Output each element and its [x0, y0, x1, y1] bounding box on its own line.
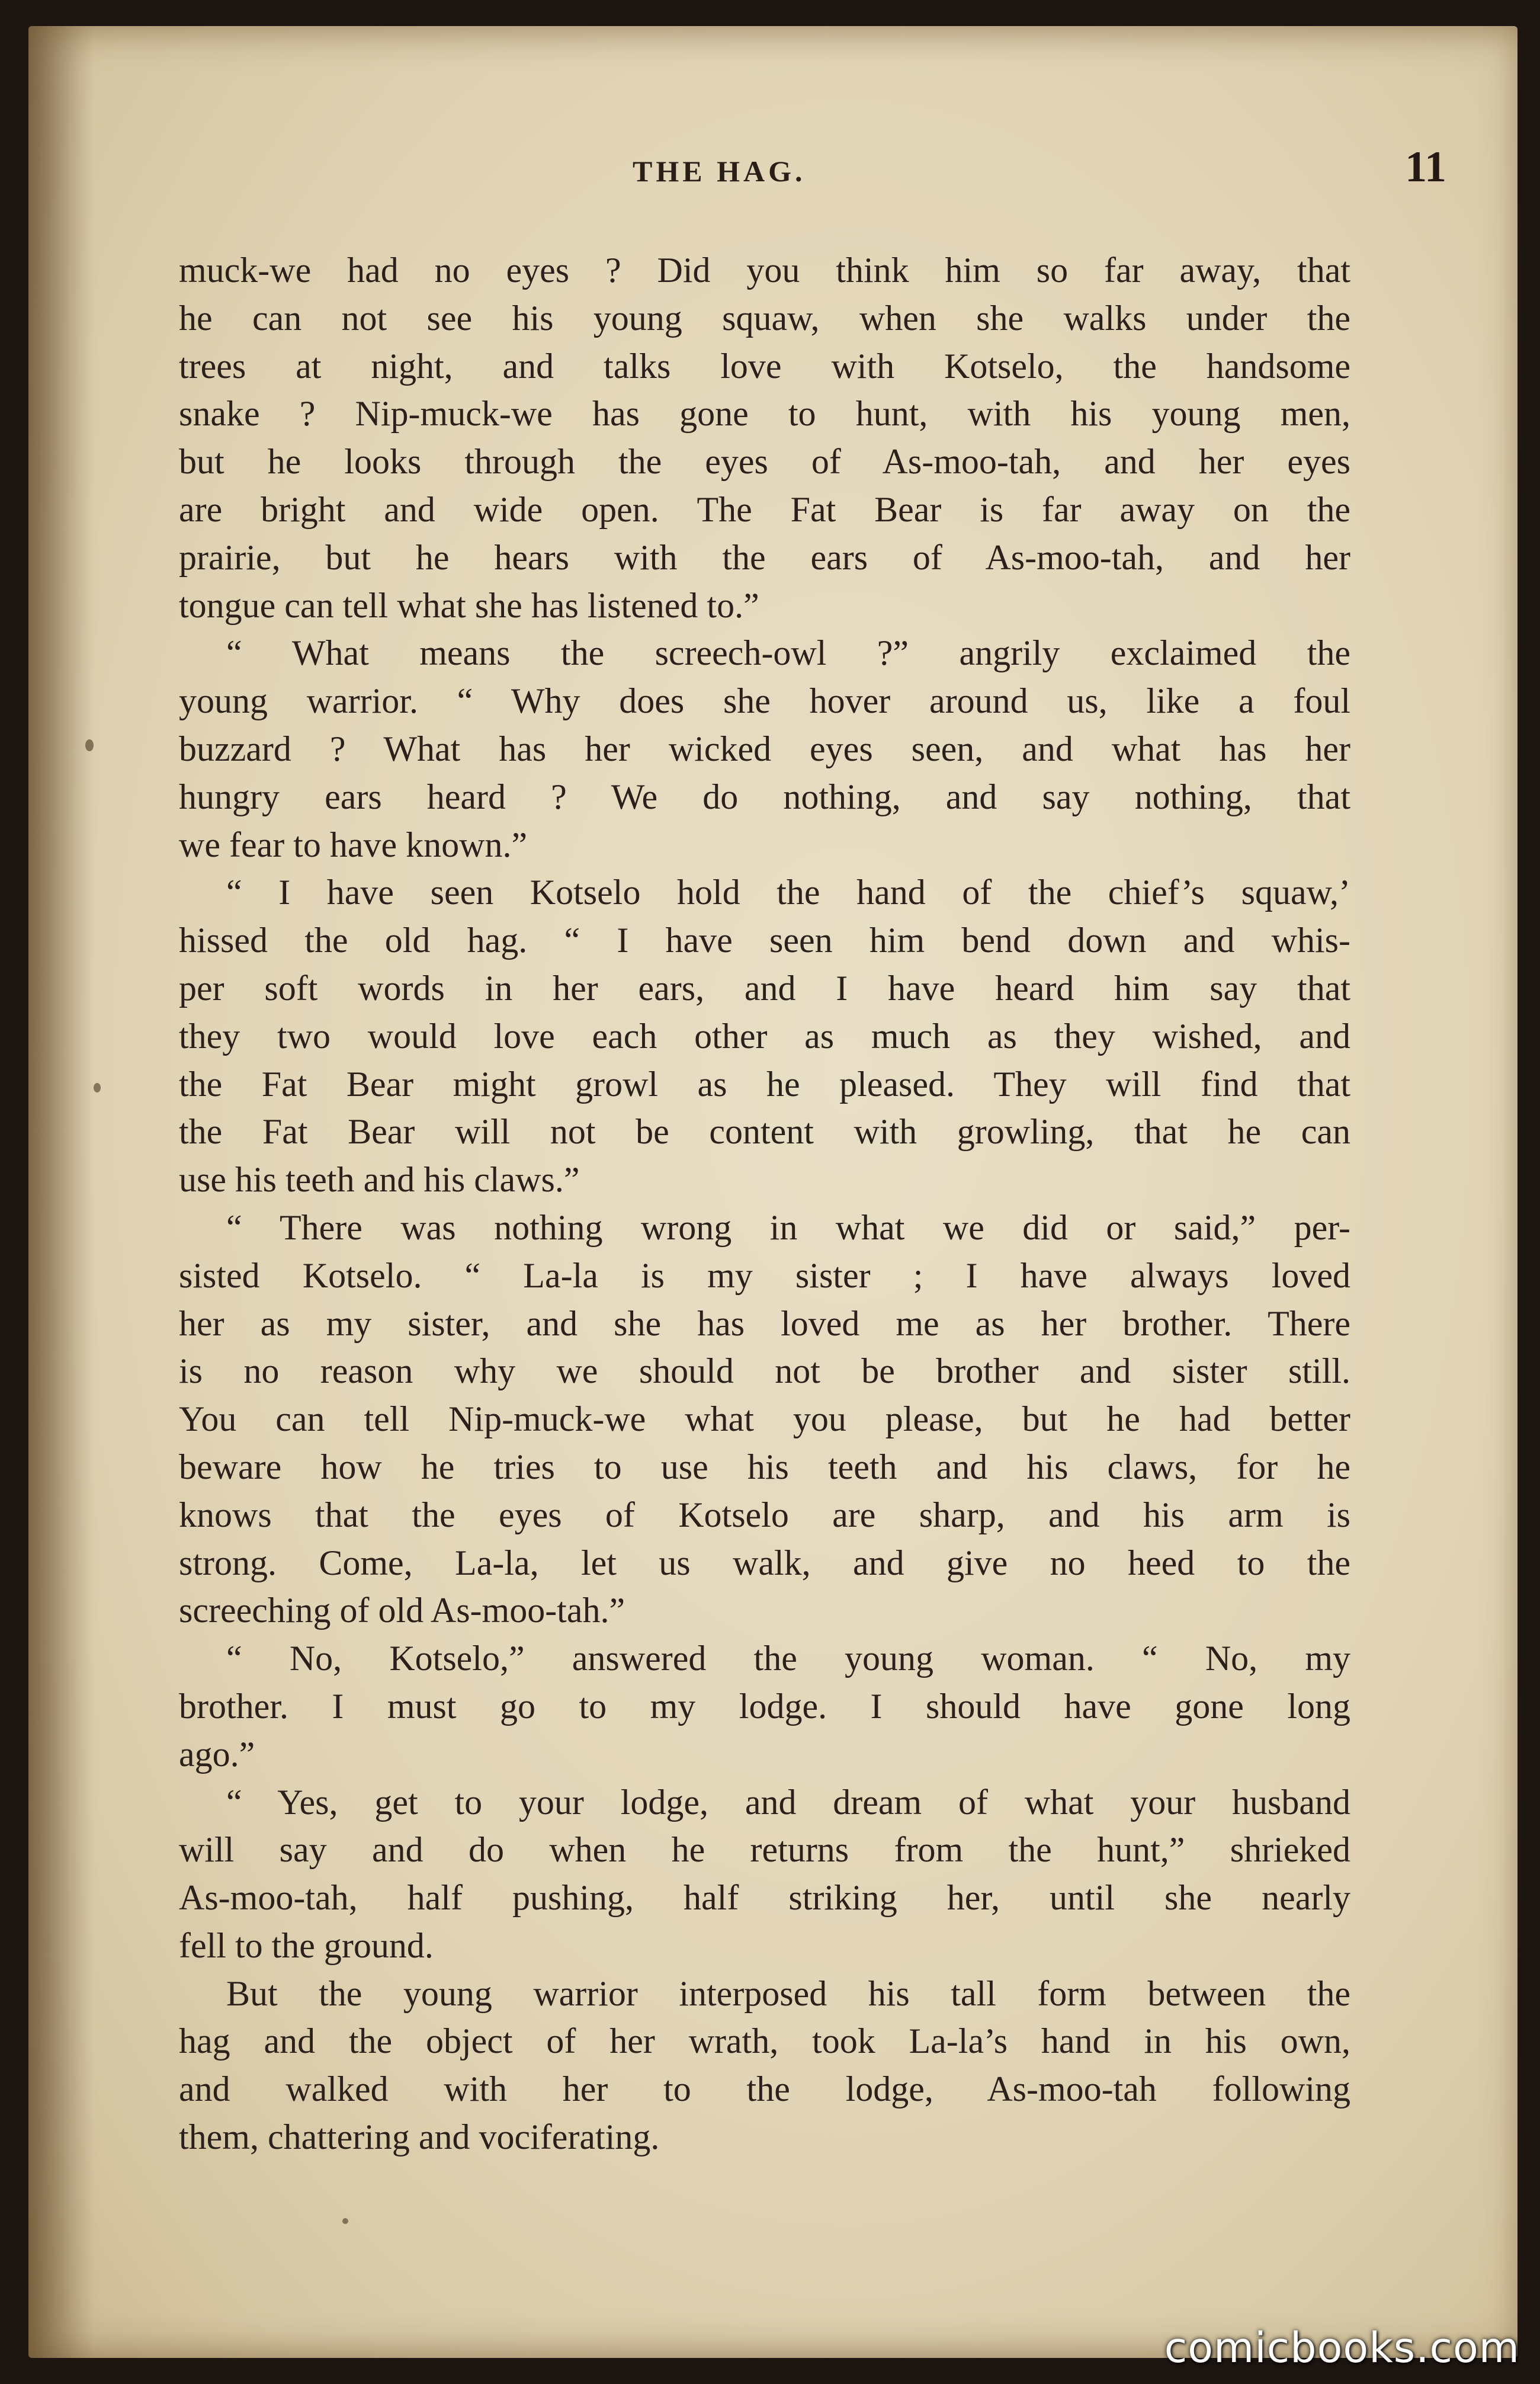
text-line: sisted Kotselo. “ La-la is my sister ; I have always loved: [179, 1255, 1350, 1295]
text-line: young warrior. “ Why does she hover around us, like a foul: [179, 681, 1350, 721]
page-number: 11: [1405, 143, 1446, 191]
text-line: tongue can tell what she has listened to.”: [179, 585, 759, 625]
text-line: they two would love each other as much as they wished, and: [179, 1016, 1350, 1056]
running-head: THE HAG.: [633, 155, 806, 188]
body-text: [179, 246, 1350, 2161]
text-line: her as my sister, and she has loved me as her brother. There: [179, 1303, 1350, 1343]
text-line: trees at night, and talks love with Kotselo, the handsome: [179, 346, 1350, 386]
text-line: the Fat Bear will not be content with growling, that he can: [179, 1112, 1350, 1152]
text-line: we fear to have known.”: [179, 825, 528, 864]
paper-blemish: [342, 2218, 348, 2224]
text-line: hissed the old hag. “ I have seen him bend down and whis-: [179, 921, 1350, 960]
text-line: hungry ears heard ? We do nothing, and say nothing, that: [179, 777, 1350, 816]
gutter-shadow: [28, 26, 94, 2358]
paper-blemish: [94, 1083, 101, 1092]
text-line: per soft words in her ears, and I have heard him say that: [179, 968, 1350, 1008]
text-line: “ Yes, get to your lodge, and dream of what your husband: [226, 1782, 1350, 1822]
text-line: buzzard ? What has her wicked eyes seen, and what has her: [179, 729, 1350, 768]
text-line: but he looks through the eyes of As-moo-tah, and her eyes: [179, 442, 1350, 482]
text-line: use his teeth and his claws.”: [179, 1160, 580, 1200]
text-line: knows that the eyes of Kotselo are sharp, and his arm is: [179, 1495, 1350, 1534]
text-line: will say and do when he returns from the hunt,” shrieked: [179, 1830, 1350, 1870]
book-page: [28, 26, 1517, 2358]
text-line: is no reason why we should not be brother and sister still.: [179, 1351, 1350, 1391]
watermark: comicbooks.com: [1164, 2324, 1520, 2372]
text-line: and walked with her to the lodge, As-moo-tah following: [179, 2069, 1350, 2109]
text-line: “ There was nothing wrong in what we did or said,” per-: [226, 1207, 1350, 1247]
text-line: strong. Come, La-la, let us walk, and give no heed to the: [179, 1543, 1350, 1582]
text-line: You can tell Nip-muck-we what you please, but he had better: [179, 1399, 1350, 1439]
paper-blemish: [85, 739, 94, 751]
text-line: ago.”: [179, 1734, 255, 1774]
text-line: them, chattering and vociferating.: [179, 2117, 660, 2157]
text-line: beware how he tries to use his teeth and his claws, for he: [179, 1447, 1350, 1486]
text-line: prairie, but he hears with the ears of As-moo-tah, and her: [179, 537, 1350, 577]
text-line: screeching of old As-moo-tah.”: [179, 1591, 625, 1630]
text-line: hag and the object of her wrath, took La-la’s hand in his own,: [179, 2021, 1350, 2061]
text-line: “ No, Kotselo,” answered the young woman. “ No, my: [226, 1639, 1350, 1678]
text-line: But the young warrior interposed his tall form between the: [226, 1973, 1350, 2013]
text-line: are bright and wide open. The Fat Bear is far away on the: [179, 489, 1350, 529]
text-line: he can not see his young squaw, when she walks under the: [179, 298, 1350, 338]
text-line: snake ? Nip-muck-we has gone to hunt, with his young men,: [179, 394, 1350, 434]
text-line: “ What means the screech-owl ?” angrily exclaimed the: [226, 633, 1350, 673]
text-line: As-moo-tah, half pushing, half striking her, until she nearly: [179, 1878, 1350, 1918]
text-line: muck-we had no eyes ? Did you think him so far away, that: [179, 251, 1350, 290]
text-line: the Fat Bear might growl as he pleased. They will find that: [179, 1064, 1350, 1104]
text-line: “ I have seen Kotselo hold the hand of the chief’s squaw,’: [226, 873, 1350, 912]
text-line: brother. I must go to my lodge. I should have gone long: [179, 1686, 1350, 1726]
text-line: fell to the ground.: [179, 1925, 434, 1965]
